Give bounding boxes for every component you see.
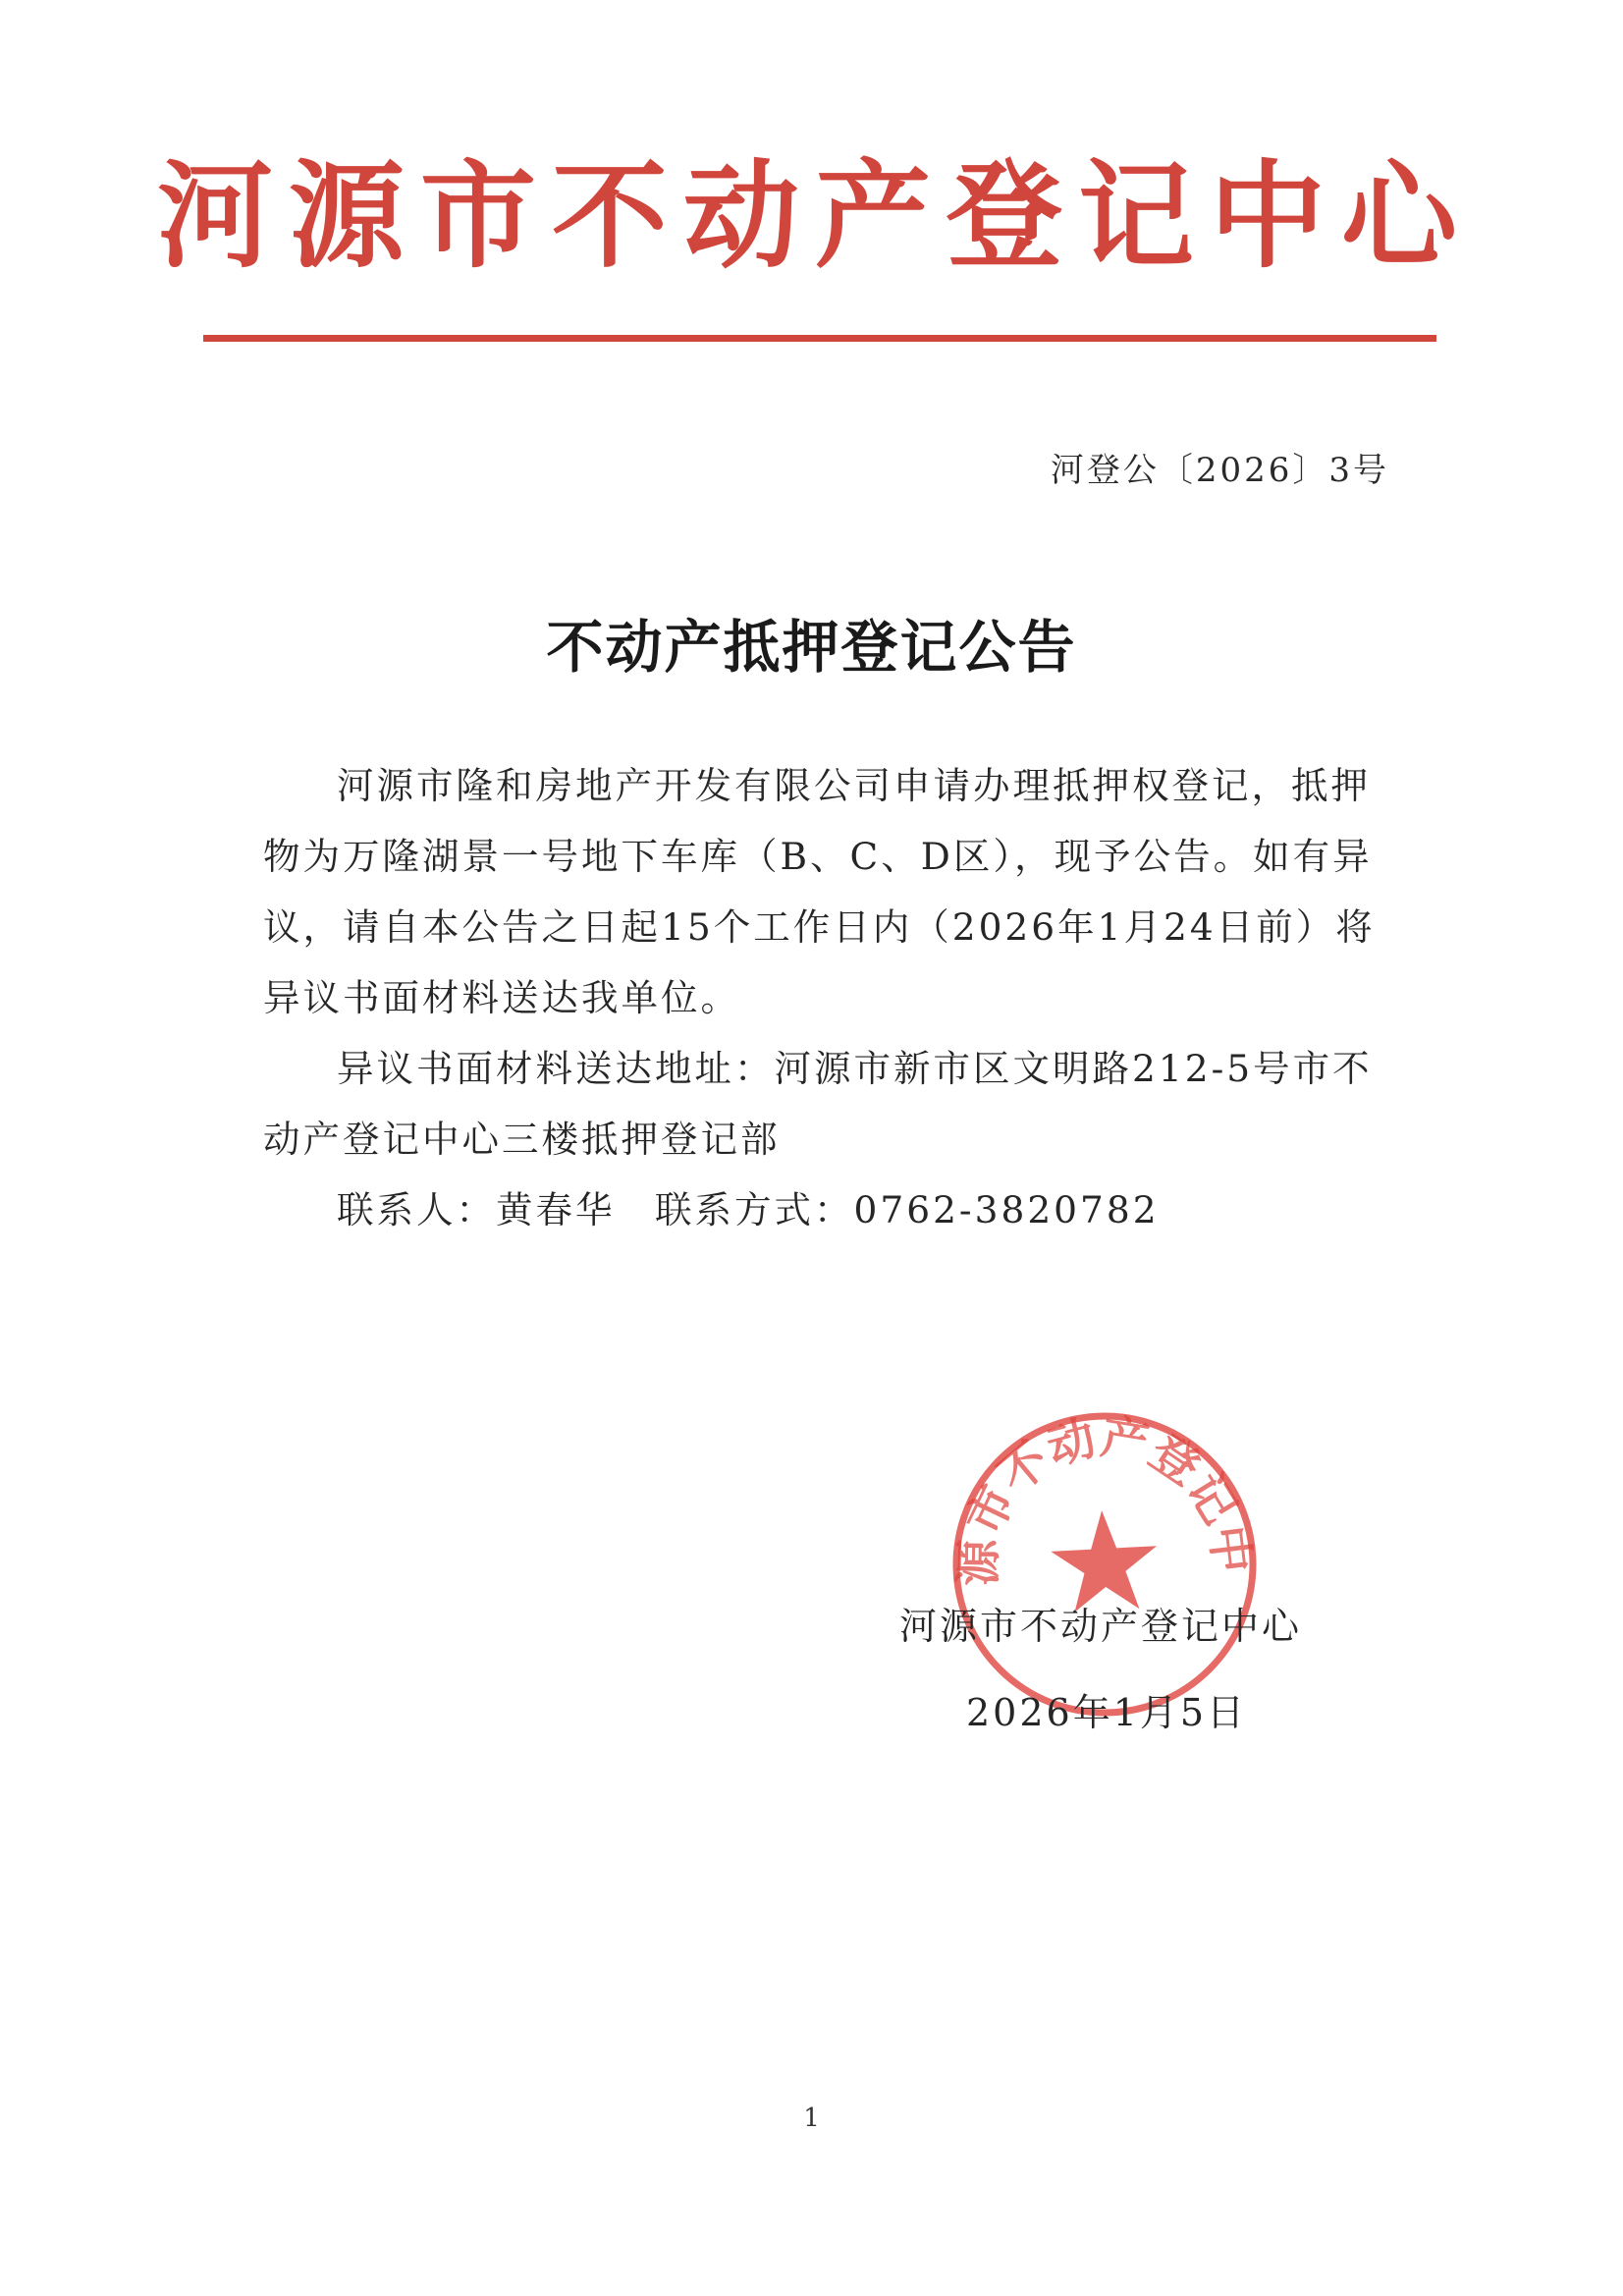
document-title: 不动产抵押登记公告 bbox=[546, 614, 1077, 681]
page-number: 1 bbox=[803, 2104, 820, 2133]
body-paragraph-address: 异议书面材料送达地址：河源市新市区文明路212-5号市不动产登记中心三楼抵押登记部 bbox=[263, 1047, 1373, 1161]
signature-date: 2026年1月5日 bbox=[966, 1691, 1248, 1734]
letterhead-title: 河源市不动产登记中心 bbox=[157, 148, 1474, 284]
document-number: 河登公〔2026〕3号 bbox=[1050, 451, 1389, 490]
signature-organization: 河源市不动产登记中心 bbox=[899, 1605, 1303, 1648]
body-paragraph-objection: 河源市隆和房地产开发有限公司申请办理抵押权登记，抵押物为万隆湖景一号地下车库（B、C、D区），现予公告。如有异议，请自本公告之日起15个工作日内（2026年1月24日前）将异议书面材料送达我单位。 bbox=[263, 764, 1376, 1019]
official-seal bbox=[941, 1400, 1269, 1728]
letterhead-divider bbox=[203, 335, 1436, 342]
body-paragraph-contact: 联系人：黄春华 联系方式：0762-3820782 bbox=[337, 1188, 1160, 1231]
document-body bbox=[263, 750, 1382, 1245]
seal-text: 河源市不动产登记中心 bbox=[940, 1399, 1260, 1587]
